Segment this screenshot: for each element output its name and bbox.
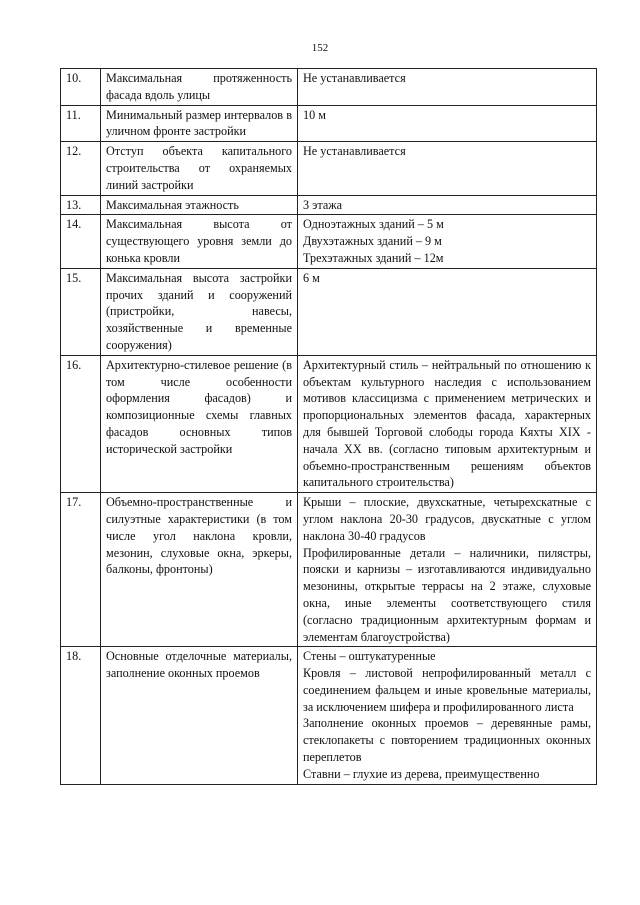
row-number: 12.: [61, 142, 101, 195]
parameter-value: [298, 493, 597, 647]
row-number: 17.: [61, 493, 101, 647]
parameter-value-line: 6 м: [303, 270, 320, 285]
table-row: [61, 647, 597, 784]
parameter-value-line: Профилированные детали – наличники, пилястры, пояски и карнизы – изготавливаются индивидуально мезонины, открытые террасы на 2 этаже, слуховые окна, иные элементы соответствующего стиля (согласно традиционным архитектурным формам и элементам благоустройства): [303, 545, 591, 644]
page-number: 152: [311, 42, 329, 54]
regulations-table: [60, 68, 597, 785]
parameter-value-line: Двухэтажных зданий – 9 м: [303, 234, 442, 249]
parameter-name: Максимальная этажность: [101, 195, 298, 215]
table-row: [61, 142, 597, 195]
parameter-value-line: Кровля – листовой непрофилированный металл с соединением фальцем и иные кровельные материалы, за исключением шифера и профилированного листа: [303, 666, 591, 714]
parameter-name: Максимальная высота застройки прочих зданий и сооружений (пристройки, навесы, хозяйственные и временные сооружения): [101, 268, 298, 355]
parameter-value: [298, 142, 597, 195]
parameter-name: Объемно-пространственные и силуэтные характеристики (в том числе угол наклона кровли, мезонин, слуховые окна, эркеры, балконы, фронтоны): [101, 493, 298, 647]
parameter-value-line: Крыши – плоские, двухскатные, четырехскатные с углом наклона 20-30 градусов, двускатные с углом наклона 30-40 градусов: [303, 495, 591, 543]
parameter-value: [298, 647, 597, 784]
row-number: 18.: [61, 647, 101, 784]
row-number: 11.: [61, 105, 101, 142]
row-number: 10.: [61, 69, 101, 106]
parameter-value-line: Ставни – глухие из дерева, преимущественно: [303, 766, 540, 781]
parameter-value: [298, 195, 597, 215]
regulations-table-body: [61, 69, 597, 785]
row-number: 14.: [61, 215, 101, 268]
parameter-value: [298, 268, 597, 355]
parameter-value: [298, 355, 597, 492]
parameter-value-line: 3 этажа: [303, 197, 343, 212]
table-row: [61, 268, 597, 355]
parameter-value: [298, 105, 597, 142]
parameter-name: Максимальная протяженность фасада вдоль улицы: [101, 69, 298, 106]
table-row: [61, 105, 597, 142]
table-row: [61, 195, 597, 215]
table-row: [61, 215, 597, 268]
parameter-value-line: Стены – оштукатуренные: [303, 649, 436, 664]
row-number: 15.: [61, 268, 101, 355]
row-number: 13.: [61, 195, 101, 215]
parameter-name: Основные отделочные материалы, заполнение оконных проемов: [101, 647, 298, 784]
parameter-value-line: Не устанавливается: [303, 71, 406, 85]
parameter-name: Максимальная высота от существующего уровня земли до конька кровли: [101, 215, 298, 268]
parameter-name: Отступ объекта капитального строительства от охраняемых линий застройки: [101, 142, 298, 195]
parameter-value: [298, 215, 597, 268]
parameter-value-line: Одноэтажных зданий – 5 м: [303, 217, 444, 232]
row-number: 16.: [61, 355, 101, 492]
table-row: [61, 69, 597, 106]
table-row: [61, 493, 597, 647]
parameter-value: [298, 69, 597, 106]
parameter-value-line: Трехэтажных зданий – 12м: [303, 250, 444, 265]
parameter-value-line: Архитектурный стиль – нейтральный по отношению к объектам культурного наследия с использованием мотивов классицизма с применением метрических и пропорциональных элементов фасада, характерных для бывшей Торговой слободы города Кяхты XIX - начала XX вв. (согласно типовым архитектурным и объемно-пространственным решениям объектов капитального строительства): [303, 357, 591, 490]
parameter-name: Минимальный размер интервалов в уличном фронте застройки: [101, 105, 298, 142]
parameter-value-line: Заполнение оконных проемов – деревянные рамы, стеклопакеты с повторением традиционных оконных переплетов: [303, 716, 591, 765]
parameter-name: Архитектурно-стилевое решение (в том числе особенности оформления фасадов) и композиционные схемы главных фасадов основных типов исторической застройки: [101, 355, 298, 492]
parameter-value-line: 10 м: [303, 107, 326, 122]
parameter-value-line: Не устанавливается: [303, 144, 406, 159]
table-row: [61, 355, 597, 492]
